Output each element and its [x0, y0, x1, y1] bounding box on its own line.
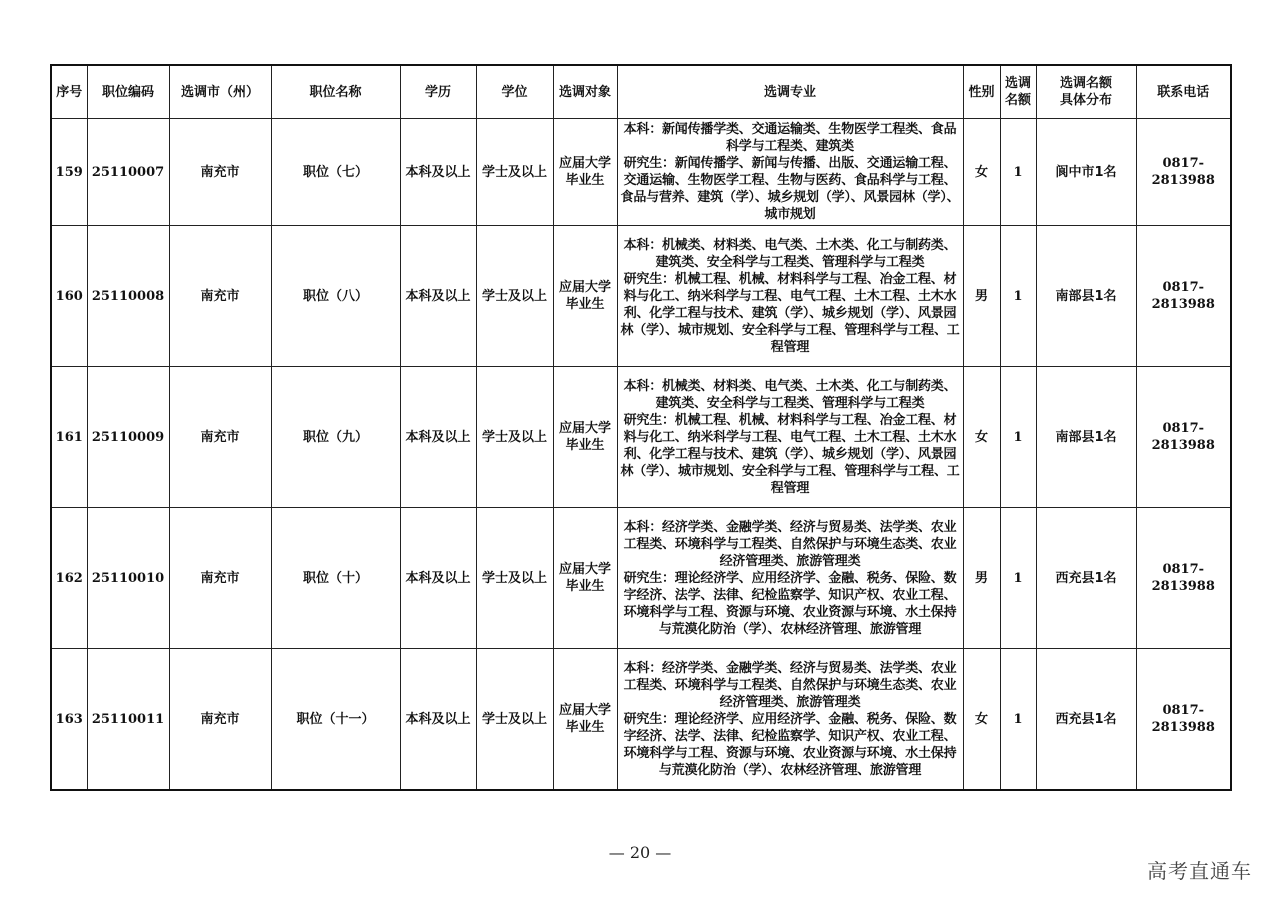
cell-phone: 0817-2813988 [1136, 649, 1231, 791]
cell-position: 职位（八） [271, 226, 400, 367]
cell-phone: 0817-2813988 [1136, 119, 1231, 226]
header-code: 职位编码 [87, 65, 169, 119]
table-row [51, 226, 1231, 367]
cell-education: 本科及以上 [400, 119, 476, 226]
cell-degree: 学士及以上 [476, 649, 553, 791]
majors-graduate: 研究生：理论经济学、应用经济学、金融、税务、保险、数字经济、法学、法律、纪检监察学、知识产权、农业工程、环境科学与工程、资源与环境、农业资源与环境、水土保持与荒漠化防治（学）、农林经济管理、旅游管理 [623, 570, 957, 637]
cell-distribution: 南部县1名 [1036, 367, 1136, 508]
header-quota [1000, 65, 1036, 119]
cell-seq: 162 [51, 508, 87, 649]
cell-target: 应届大学毕业生 [553, 508, 617, 649]
cell-distribution: 西充县1名 [1036, 508, 1136, 649]
cell-phone: 0817-2813988 [1136, 226, 1231, 367]
header-quota-line2: 名额 [1004, 93, 1031, 108]
cell-degree: 学士及以上 [476, 508, 553, 649]
table-row [51, 367, 1231, 508]
cell-code: 25110007 [87, 119, 169, 226]
cell-quota: 1 [1000, 508, 1036, 649]
cell-city: 南充市 [169, 119, 271, 226]
majors-graduate: 研究生：新闻传播学、新闻与传播、出版、交通运输工程、交通运输、生物医学工程、生物与医药、食品科学与工程、食品与营养、建筑（学）、城乡规划（学）、风景园林（学）、城市规划 [620, 156, 960, 222]
cell-gender: 男 [963, 508, 1000, 649]
cell-quota: 1 [1000, 119, 1036, 226]
majors-undergrad: 本科：经济学类、金融学类、经济与贸易类、法学类、农业工程类、环境科学与工程类、自然保护与环境生态类、农业经济管理类、旅游管理类 [623, 519, 957, 569]
cell-majors [617, 119, 963, 226]
majors-graduate: 研究生：理论经济学、应用经济学、金融、税务、保险、数字经济、法学、法律、纪检监察学、知识产权、农业工程、环境科学与工程、资源与环境、农业资源与环境、水土保持与荒漠化防治（学）、农林经济管理、旅游管理 [623, 711, 957, 778]
cell-target: 应届大学毕业生 [553, 119, 617, 226]
cell-seq: 159 [51, 119, 87, 226]
cell-code: 25110008 [87, 226, 169, 367]
cell-majors [617, 226, 963, 367]
header-quota-line1: 选调 [1004, 76, 1031, 91]
cell-education: 本科及以上 [400, 226, 476, 367]
cell-quota: 1 [1000, 367, 1036, 508]
cell-position: 职位（十一） [271, 649, 400, 791]
cell-position: 职位（七） [271, 119, 400, 226]
header-dist-line2: 具体分布 [1059, 93, 1112, 108]
cell-target: 应届大学毕业生 [553, 367, 617, 508]
cell-majors [617, 367, 963, 508]
header-dist-line1: 选调名额 [1059, 76, 1112, 91]
cell-education: 本科及以上 [400, 649, 476, 791]
cell-target: 应届大学毕业生 [553, 226, 617, 367]
cell-position: 职位（九） [271, 367, 400, 508]
cell-degree: 学士及以上 [476, 367, 553, 508]
cell-position: 职位（十） [271, 508, 400, 649]
table-row [51, 119, 1231, 226]
table-row [51, 649, 1231, 791]
cell-distribution: 阆中市1名 [1036, 119, 1136, 226]
header-target: 选调对象 [553, 65, 617, 119]
cell-code: 25110010 [87, 508, 169, 649]
cell-city: 南充市 [169, 508, 271, 649]
cell-gender: 女 [963, 367, 1000, 508]
table-header-row [51, 65, 1231, 119]
cell-quota: 1 [1000, 649, 1036, 791]
cell-code: 25110009 [87, 367, 169, 508]
header-distribution [1036, 65, 1136, 119]
cell-seq: 163 [51, 649, 87, 791]
cell-city: 南充市 [169, 367, 271, 508]
header-city: 选调市（州） [169, 65, 271, 119]
header-seq: 序号 [51, 65, 87, 119]
cell-code: 25110011 [87, 649, 169, 791]
cell-seq: 161 [51, 367, 87, 508]
majors-undergrad: 本科：机械类、材料类、电气类、土木类、化工与制药类、建筑类、安全科学与工程类、管理科学与工程类 [623, 378, 957, 411]
cell-majors [617, 649, 963, 791]
cell-distribution: 西充县1名 [1036, 649, 1136, 791]
cell-city: 南充市 [169, 649, 271, 791]
majors-graduate: 研究生：机械工程、机械、材料科学与工程、冶金工程、材料与化工、纳米科学与工程、电气工程、土木工程、土木水利、化学工程与技术、建筑（学）、城乡规划（学）、风景园林（学）、城市规划、安全科学与工程、管理科学与工程、工程管理 [620, 412, 960, 496]
header-education: 学历 [400, 65, 476, 119]
cell-quota: 1 [1000, 226, 1036, 367]
cell-gender: 男 [963, 226, 1000, 367]
cell-gender: 女 [963, 649, 1000, 791]
page-number: — 20 — [608, 843, 672, 862]
position-table [50, 64, 1232, 791]
cell-degree: 学士及以上 [476, 119, 553, 226]
majors-undergrad: 本科：机械类、材料类、电气类、土木类、化工与制药类、建筑类、安全科学与工程类、管理科学与工程类 [623, 237, 957, 270]
cell-degree: 学士及以上 [476, 226, 553, 367]
header-majors: 选调专业 [617, 65, 963, 119]
cell-distribution: 南部县1名 [1036, 226, 1136, 367]
cell-gender: 女 [963, 119, 1000, 226]
cell-phone: 0817-2813988 [1136, 367, 1231, 508]
cell-majors [617, 508, 963, 649]
cell-education: 本科及以上 [400, 367, 476, 508]
majors-graduate: 研究生：机械工程、机械、材料科学与工程、冶金工程、材料与化工、纳米科学与工程、电气工程、土木工程、土木水利、化学工程与技术、建筑（学）、城乡规划（学）、风景园林（学）、城市规划、安全科学与工程、管理科学与工程、工程管理 [620, 271, 960, 355]
cell-phone: 0817-2813988 [1136, 508, 1231, 649]
cell-target: 应届大学毕业生 [553, 649, 617, 791]
watermark-text: 高考直通车 [1147, 859, 1252, 883]
cell-education: 本科及以上 [400, 508, 476, 649]
table-row [51, 508, 1231, 649]
header-gender: 性别 [963, 65, 1000, 119]
majors-undergrad: 本科：经济学类、金融学类、经济与贸易类、法学类、农业工程类、环境科学与工程类、自然保护与环境生态类、农业经济管理类、旅游管理类 [623, 660, 957, 710]
document-page [50, 64, 1230, 791]
majors-undergrad: 本科：新闻传播学类、交通运输类、生物医学工程类、食品科学与工程类、建筑类 [623, 122, 957, 154]
cell-city: 南充市 [169, 226, 271, 367]
cell-seq: 160 [51, 226, 87, 367]
header-position: 职位名称 [271, 65, 400, 119]
header-phone: 联系电话 [1136, 65, 1231, 119]
header-degree: 学位 [476, 65, 553, 119]
